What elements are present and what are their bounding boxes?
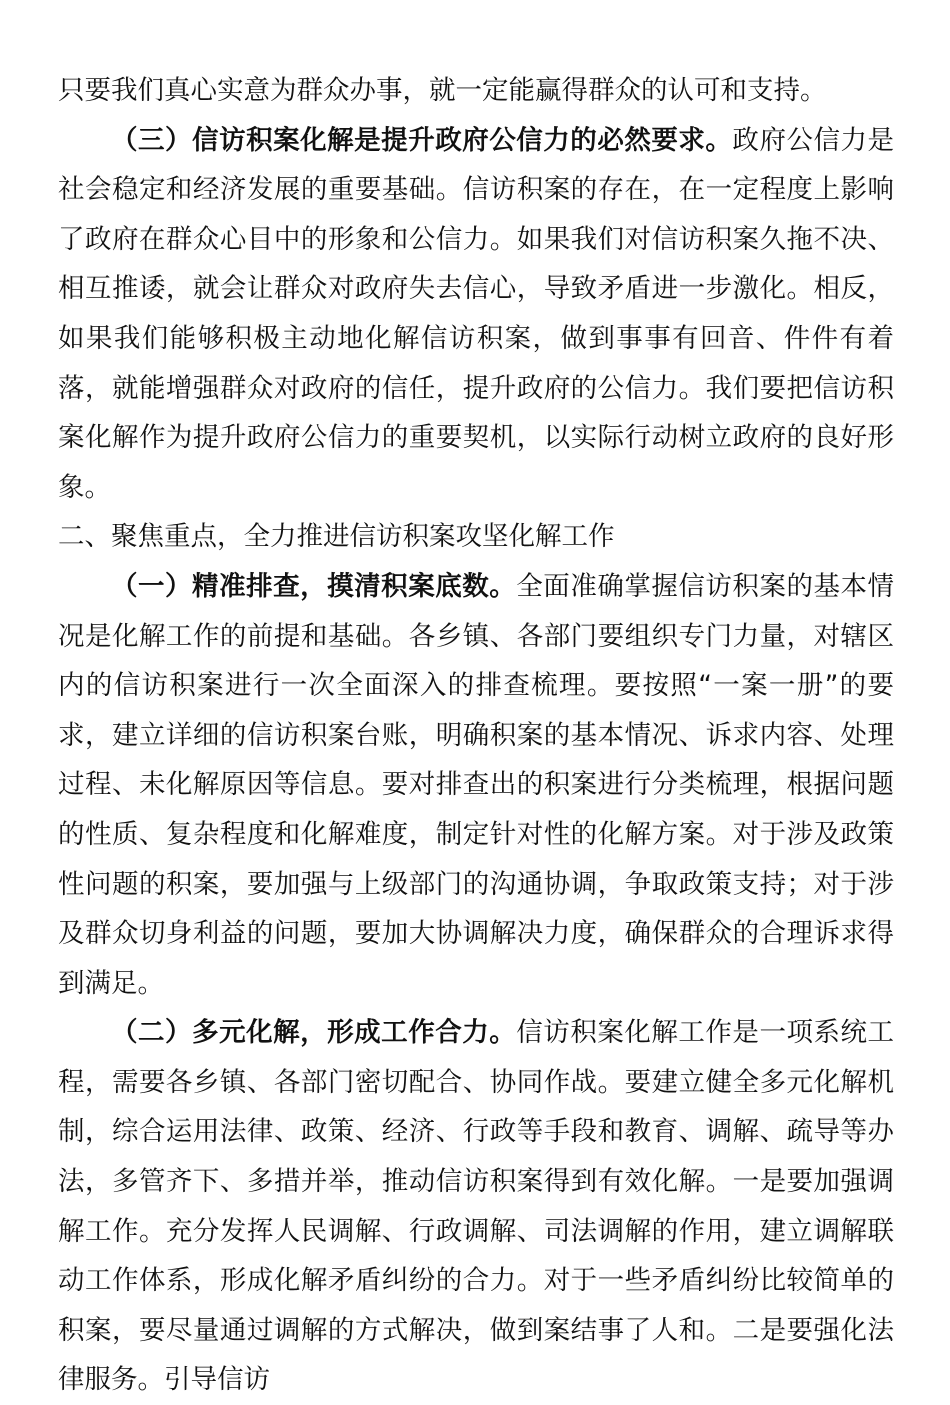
point-one-body: 全面准确掌握信访积案的基本情况是化解工作的前提和基础。各乡镇、各部门要组织专门力量，对辖区内的信访积案进行一次全面深入的排查梳理。要按照“一案一册”的要求，建立详细的信访积案台账，明确积案的基本情况、诉求内容、处理过程、未化解原因等信息。要对排查出的积案进行分类梳理，根据问题的性质、复杂程度和化解难度，制定针对性的化解方案。对于涉及政策性问题的积案，要加强与上级部门的沟通协调，争取政策支持；对于涉及群众切身利益的问题，要加大协调解决力度，确保群众的合理诉求得到满足。 [58, 570, 895, 999]
point-two-body: 信访积案化解工作是一项系统工程，需要各乡镇、各部门密切配合、协同作战。要建立健全多元化解机制，综合运用法律、政策、经济、行政等手段和教育、调解、疏导等办法，多管齐下、多措并举，推动信访积案得到有效化解。一是要加强调解工作。充分发挥人民调解、行政调解、司法调解的作用，建立调解联动工作体系，形成化解矛盾纠纷的合力。对于一些矛盾纠纷比较简单的积案，要尽量通过调解的方式解决，做到案结事了人和。二是要强化法律服务。引导信访 [58, 1017, 895, 1396]
point-two-heading: （二）多元化解，形成工作合力。 [111, 1017, 517, 1049]
paragraph-opening-text: 只要我们真心实意为群众办事，就一定能赢得群众的认可和支持。 [58, 75, 827, 106]
paragraph-point-three [58, 116, 894, 513]
paragraph-point-one [58, 562, 894, 1008]
paragraph-opening [58, 66, 894, 116]
section-two-heading-text: 二、聚焦重点，全力推进信访积案攻坚化解工作 [58, 521, 615, 553]
section-two-heading [58, 512, 894, 562]
paragraph-point-two [58, 1008, 894, 1405]
document-page [58, 66, 894, 1405]
point-three-heading: （三）信访积案化解是提升政府公信力的必然要求。 [111, 124, 733, 156]
point-one-heading: （一）精准排查，摸清积案底数。 [111, 570, 517, 602]
point-three-body: 政府公信力是社会稳定和经济发展的重要基础。信访积案的存在，在一定程度上影响了政府在群众心目中的形象和公信力。如果我们对信访积案久拖不决、相互推诿，就会让群众对政府失去信心，导致矛盾进一步激化。相反，如果我们能够积极主动地化解信访积案，做到事事有回音、件件有着落，就能增强群众对政府的信任，提升政府的公信力。我们要把信访积案化解作为提升政府公信力的重要契机，以实际行动树立政府的良好形象。 [58, 124, 895, 503]
